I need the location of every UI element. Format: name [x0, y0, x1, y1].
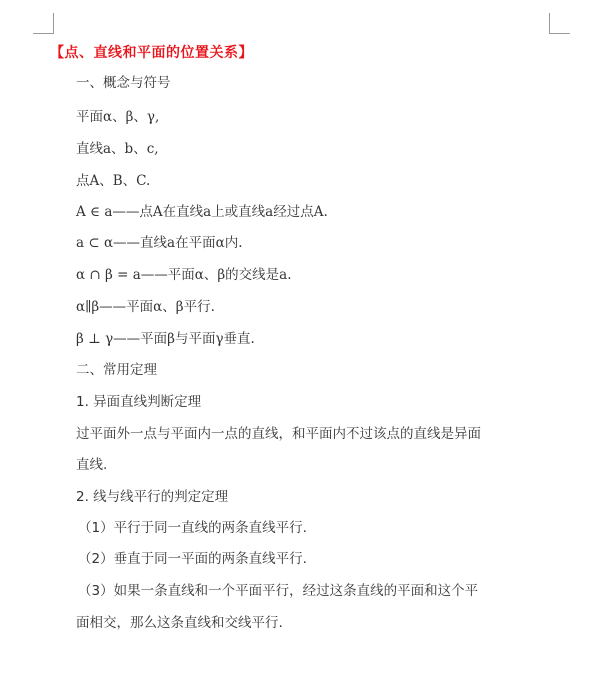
theorem-1-text-line-1: 过平面外一点与平面内一点的直线，和平面内不过该点的直线是异面 — [76, 426, 481, 442]
theorem-2-title: 2. 线与线平行的判定定理 — [76, 489, 229, 505]
line-planes-parallel: α∥β——平面α、β平行. — [76, 299, 215, 315]
line-plane-intersection: α ∩ β = a——平面α、β的交线是a. — [76, 267, 292, 283]
page-corner-mark-top-right — [549, 13, 570, 34]
section-heading: 【点、直线和平面的位置关系】 — [50, 45, 253, 61]
theorem-1-text-line-2: 直线. — [76, 457, 108, 473]
theorem-2-item-1: （1）平行于同一直线的两条直线平行. — [78, 520, 307, 536]
line-point-on-line: A ∈ a——点A在直线a上或直线a经过点A. — [76, 204, 328, 220]
theorem-1-title: 1. 异面直线判断定理 — [76, 394, 202, 410]
theorem-2-item-2: （2）垂直于同一平面的两条直线平行. — [78, 551, 307, 567]
line-planes-perpendicular: β ⊥ γ——平面β与平面γ垂直. — [76, 331, 255, 347]
subheading-concepts: 一、概念与符号 — [76, 75, 171, 91]
page-corner-mark-top-left — [33, 13, 54, 34]
theorem-2-item-3-line-1: （3）如果一条直线和一个平面平行，经过这条直线的平面和这个平 — [78, 583, 479, 599]
line-points: 点A、B、C. — [76, 173, 151, 189]
line-line-in-plane: a ⊂ α——直线a在平面α内. — [76, 235, 243, 251]
line-lines: 直线a、b、c, — [76, 141, 159, 157]
subheading-theorems: 二、常用定理 — [76, 362, 157, 378]
line-planes: 平面α、β、γ, — [76, 109, 160, 125]
theorem-2-item-3-line-2: 面相交，那么这条直线和交线平行. — [76, 615, 283, 631]
